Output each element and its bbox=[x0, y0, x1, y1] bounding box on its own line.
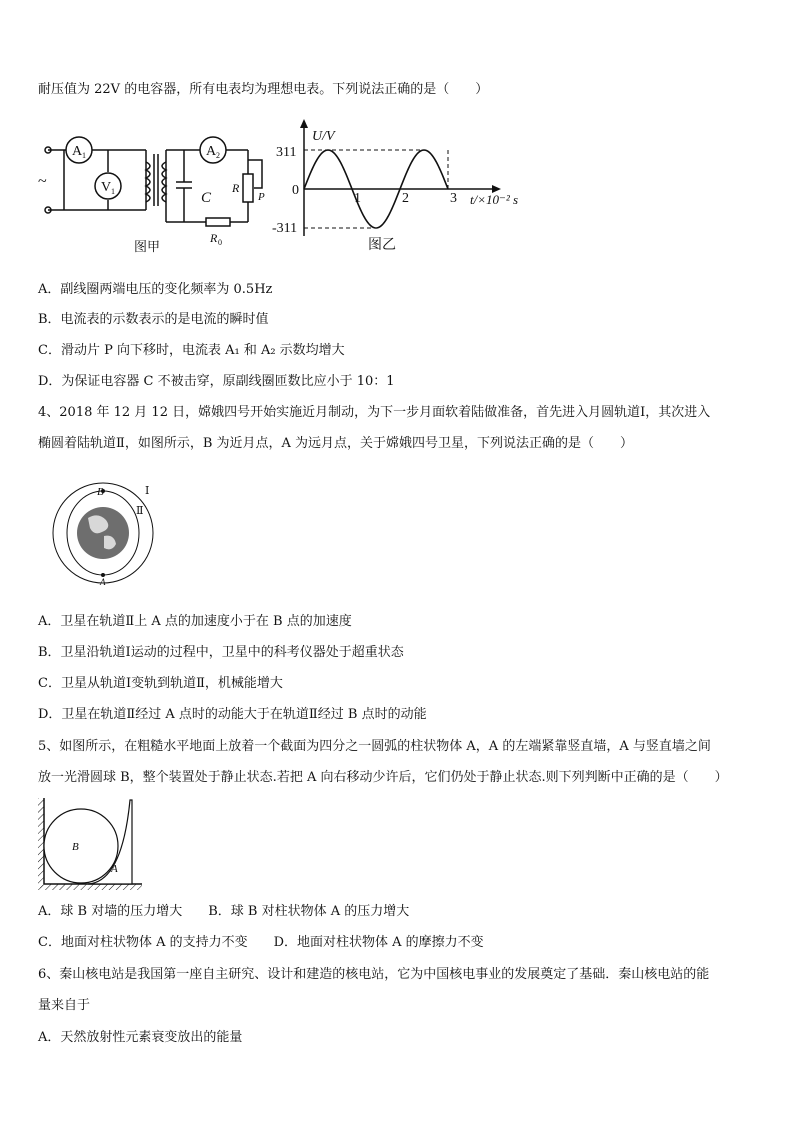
question-6-stem-line2: 量来自于 bbox=[38, 998, 91, 1013]
r0-sub: 0 bbox=[218, 238, 222, 247]
point-a-label: A bbox=[100, 577, 106, 587]
chart-ylabel: U/V bbox=[312, 129, 335, 144]
voltage-time-chart bbox=[270, 118, 532, 258]
wall bbox=[38, 798, 44, 888]
voltmeter-v1-sub: 1 bbox=[111, 187, 115, 196]
figure-jia-caption: 图甲 bbox=[134, 239, 161, 254]
slider-label: P bbox=[258, 191, 265, 203]
question-5-stem-line1: 5、如图所示，在粗糙水平地面上放着一个截面为四分之一圆弧的柱状物体 A，A 的左端紧靠竖直墙，A 与竖直墙之间 bbox=[38, 739, 711, 754]
chart-origin-label: 0 bbox=[292, 183, 299, 198]
orbit-1-label: Ⅰ bbox=[145, 485, 150, 497]
ammeter-a2-label: A bbox=[206, 144, 217, 159]
question-4-stem-line1: 4、2018 年 12 月 12 日，嫦娥四号开始实施近月制动，为下一步月面软着陆做准备，首先进入月圆轨道Ⅰ，其次进入 bbox=[38, 405, 711, 420]
question-3-stem-tail: 耐压值为 22V 的电容器，所有电表均为理想电表。下列说法正确的是（ ） bbox=[38, 82, 489, 97]
question-3-option-b: B．电流表的示数表示的是电流的瞬时值 bbox=[38, 312, 269, 327]
question-5-options-cd: C．地面对柱状物体 A 的支持力不变 D．地面对柱状物体 A 的摩擦力不变 bbox=[38, 935, 484, 950]
chart-xtick-3: 3 bbox=[450, 191, 457, 206]
point-b-label: B bbox=[97, 486, 104, 498]
question-6-stem-line1: 6、秦山核电站是我国第一座自主研究、设计和建造的核电站，它为中国核电事业的发展奠定了基础．秦山核电站的能 bbox=[38, 967, 710, 982]
question-5-options-ab: A．球 B 对墙的压力增大 B．球 B 对柱状物体 A 的压力增大 bbox=[38, 904, 410, 919]
capacitor-label: C bbox=[201, 190, 212, 206]
ammeter-a1-sub: 1 bbox=[82, 151, 86, 160]
question-4-option-a: A．卫星在轨道Ⅱ上 A 点的加速度小于在 B 点的加速度 bbox=[38, 614, 352, 629]
question-4-option-d: D．卫星在轨道Ⅱ经过 A 点时的动能大于在轨道Ⅱ经过 B 点时的动能 bbox=[38, 707, 427, 722]
question-3-option-a: A．副线圈两端电压的变化频率为 0.5Hz bbox=[38, 282, 273, 297]
moon-icon bbox=[77, 507, 129, 559]
ground bbox=[38, 884, 142, 890]
chart-xlabel: t/×10⁻² s bbox=[470, 192, 519, 207]
ball-b bbox=[44, 809, 118, 883]
r0-label: R bbox=[210, 231, 218, 245]
orbit-2-label: Ⅱ bbox=[136, 505, 144, 517]
question-3-option-c: C．滑动片 P 向下移时，电流表 A₁ 和 A₂ 示数均增大 bbox=[38, 343, 345, 358]
orbit-diagram bbox=[48, 478, 158, 588]
question-4-option-b: B．卫星沿轨道Ⅰ运动的过程中，卫星中的科考仪器处于超重状态 bbox=[38, 645, 404, 660]
chart-ytick-neg311: -311 bbox=[272, 221, 298, 236]
question-3-option-d: D．为保证电容器 C 不被击穿，原副线圈匝数比应小于 10：1 bbox=[38, 374, 395, 389]
wall-ball-diagram bbox=[38, 798, 144, 892]
resistor-label: R bbox=[232, 181, 240, 195]
question-4-stem-line2: 椭圆着陆轨道Ⅱ，如图所示，B 为近月点，A 为远月点，关于嫦娥四号卫星，下列说法正确的是（ ） bbox=[38, 436, 634, 451]
chart-xtick-1: 1 bbox=[354, 191, 361, 206]
chart-xtick-2: 2 bbox=[402, 191, 409, 206]
question-4-option-c: C．卫星从轨道Ⅰ变轨到轨道Ⅱ，机械能增大 bbox=[38, 676, 283, 691]
question-5-stem-line2: 放一光滑圆球 B，整个装置处于静止状态.若把 A 向右移动少许后，它们仍处于静止状态.则下列判断中正确的是（ ） bbox=[38, 770, 728, 785]
question-6-option-a: A．天然放射性元素衰变放出的能量 bbox=[38, 1030, 243, 1045]
figure-yi-caption: 图乙 bbox=[368, 238, 396, 253]
ball-b-label: B bbox=[72, 841, 79, 853]
ammeter-a1-label: A bbox=[72, 144, 83, 159]
ammeter-a2-sub: 2 bbox=[216, 151, 220, 160]
circuit-diagram bbox=[36, 132, 286, 257]
chart-ytick-311: 311 bbox=[276, 145, 297, 160]
block-a-label: A bbox=[111, 863, 118, 875]
ac-source-symbol: ~ bbox=[38, 173, 47, 190]
voltmeter-v1-label: V bbox=[101, 180, 112, 195]
